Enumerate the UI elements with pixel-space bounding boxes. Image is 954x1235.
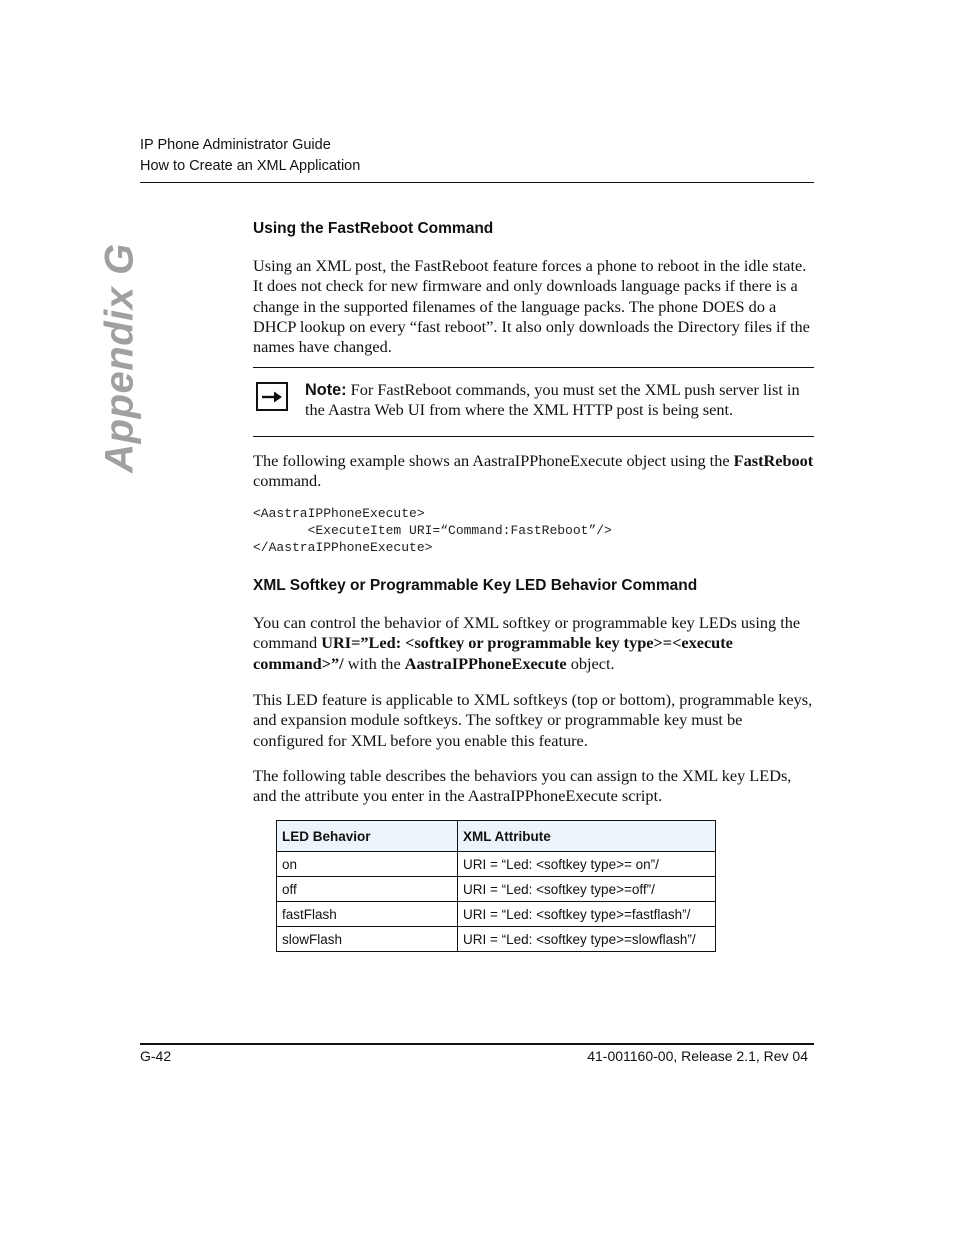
note-body: For FastReboot commands, you must set the XML push server list in the Aastra Web UI from where the XML HTTP post is being sent.: [305, 380, 800, 420]
table-row: [277, 852, 716, 877]
example-intro-text: The following example shows an AastraIPPhoneExecute object using the: [253, 451, 734, 470]
note-bottom-rule: [253, 436, 814, 437]
note-text: [305, 380, 815, 421]
note-label: Note:: [305, 381, 347, 399]
led-behavior-table: [276, 820, 716, 952]
table-cell-behavior: off: [277, 877, 458, 902]
note-arrow-icon: [256, 382, 288, 411]
led-para-text-b: with the: [343, 653, 405, 673]
table-row: [277, 927, 716, 952]
section-heading-led: XML Softkey or Programmable Key LED Behavior Command: [253, 577, 698, 594]
appendix-label: Appendix G: [97, 243, 142, 473]
code-line-2: <ExecuteItem URI=“Command:FastReboot”/>: [253, 523, 612, 538]
led-object-name: AastraIPPhoneExecute: [404, 653, 567, 673]
led-table-intro: The following table describes the behaviors you can assign to the XML key LEDs, and the attribute you enter in the AastraIPPhoneExecute script.: [253, 766, 792, 806]
table-cell-attribute: URI = “Led: <softkey type>=slowflash”/: [458, 927, 716, 952]
fastreboot-description: Using an XML post, the FastReboot feature forces a phone to reboot in the idle state. It does not check for new firmware and only downloads language packs if there is a change in the supported filenames of the language packs. The phone DOES do a DHCP lookup on every “fast reboot”. It also only downloads the Directory files if the names have changed.: [253, 256, 810, 357]
table-cell-behavior: slowFlash: [277, 927, 458, 952]
table-header-xml-attribute: XML Attribute: [458, 821, 716, 852]
note-top-rule: [253, 367, 814, 368]
example-intro: [253, 451, 815, 492]
section-heading-fastreboot: Using the FastReboot Command: [253, 220, 494, 237]
table-cell-behavior: fastFlash: [277, 902, 458, 927]
example-bold-term: FastReboot: [733, 451, 814, 470]
footer-divider: [140, 1043, 814, 1045]
document-id: 41-001160-00, Release 2.1, Rev 04: [587, 1048, 808, 1064]
table-row: [277, 902, 716, 927]
table-cell-attribute: URI = “Led: <softkey type>=off”/: [458, 877, 716, 902]
table-cell-attribute: URI = “Led: <softkey type>=fastflash”/: [458, 902, 716, 927]
led-para-text-c: object.: [566, 653, 615, 673]
page-number: G-42: [140, 1048, 172, 1064]
table-header-row: [277, 821, 716, 852]
guide-title: IP Phone Administrator Guide: [140, 137, 331, 153]
code-line-1: <AastraIPPhoneExecute>: [253, 506, 425, 521]
table-cell-attribute: URI = “Led: <softkey type>= on”/: [458, 852, 716, 877]
header-divider: [140, 182, 814, 183]
appendix-side-tab: [40, 243, 200, 473]
table-row: [277, 877, 716, 902]
table-header-led-behavior: LED Behavior: [277, 821, 458, 852]
section-title: How to Create an XML Application: [140, 158, 361, 174]
led-para-text-a: You can control the behavior of XML softkey or programmable key LEDs using the command: [253, 613, 801, 653]
led-command-paragraph: [253, 613, 815, 674]
led-command-syntax: URI=”Led: <softkey or programmable key type>=<execute command>”/: [253, 633, 733, 673]
led-applicability-paragraph: This LED feature is applicable to XML softkeys (top or bottom), programmable keys, and expansion module softkeys. The softkey or programmable key must be configured for XML before you enable this feature.: [253, 690, 813, 750]
table-cell-behavior: on: [277, 852, 458, 877]
code-line-3: </AastraIPPhoneExecute>: [253, 540, 433, 555]
example-intro-end: command.: [253, 471, 322, 491]
